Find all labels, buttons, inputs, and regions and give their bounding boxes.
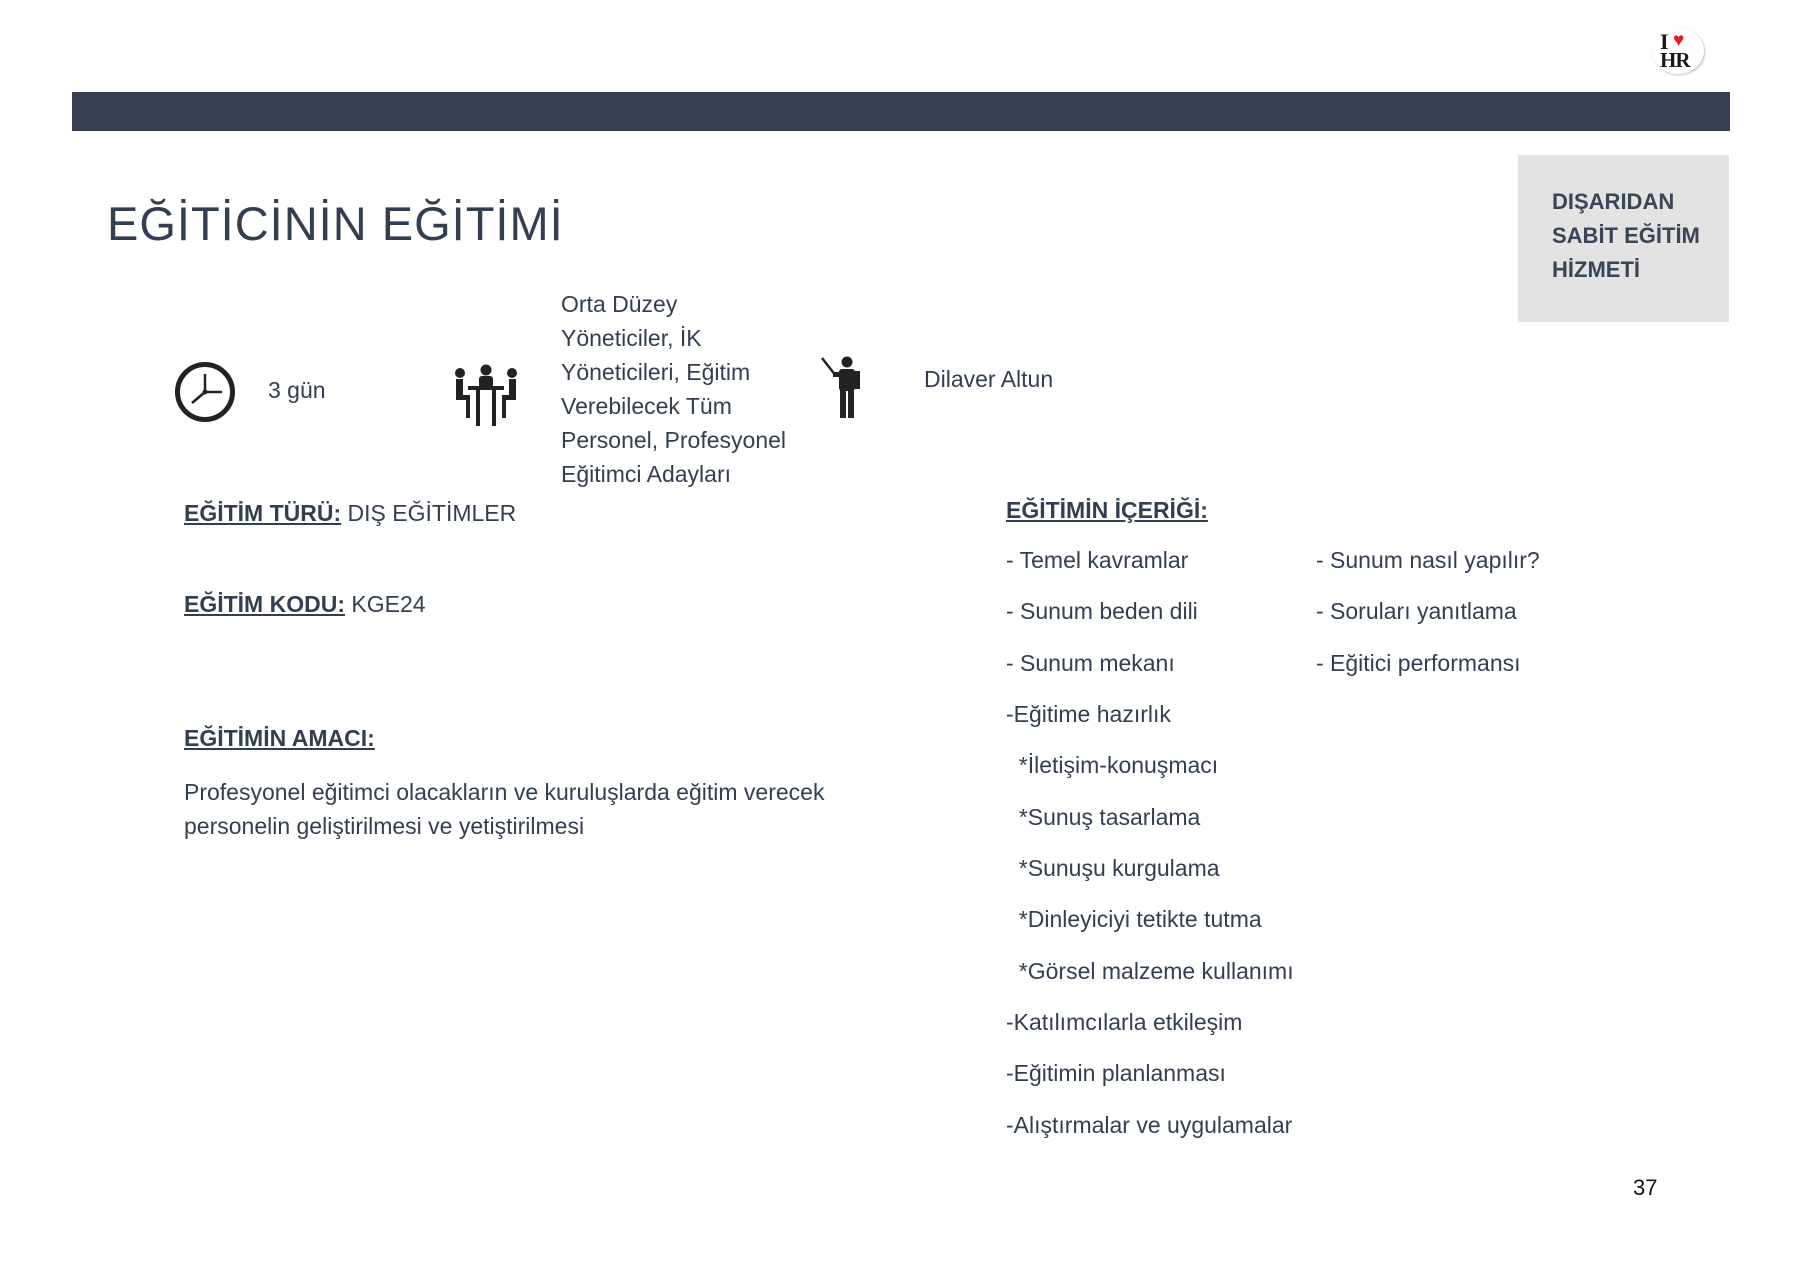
training-code-value: KGE24 bbox=[345, 591, 426, 617]
list-item: -Katılımcılarla etkileşim bbox=[1006, 1009, 1243, 1035]
list-item: - Sunum beden dili bbox=[1006, 598, 1198, 624]
badge-line: DIŞARIDAN bbox=[1552, 189, 1675, 214]
training-type-label: EĞİTİM TÜRÜ: bbox=[184, 500, 342, 526]
audience-line: Personel, Profesyonel bbox=[561, 427, 787, 453]
training-code-label: EĞİTİM KODU: bbox=[184, 591, 345, 617]
trainer-icon bbox=[820, 356, 862, 418]
list-item: - Soruları yanıtlama bbox=[1316, 598, 1517, 624]
logo bbox=[1652, 28, 1704, 74]
list-item: *Sunuşu kurgulama bbox=[1006, 855, 1220, 881]
list-item: -Eğitime hazırlık bbox=[1006, 701, 1171, 727]
heart-icon: ♥ bbox=[1673, 30, 1685, 51]
audience-line: Yöneticileri, Eğitim bbox=[561, 359, 751, 385]
content-label: EĞİTİMİN İÇERİĞİ: bbox=[1006, 497, 1208, 523]
service-badge bbox=[1518, 155, 1729, 322]
list-item: *Sunuş tasarlama bbox=[1006, 804, 1201, 830]
clock-icon bbox=[174, 361, 236, 423]
page-title: EĞİTİCİNİN EĞİTİMİ bbox=[107, 197, 564, 250]
purpose-label: EĞİTİMİN AMACI: bbox=[184, 725, 375, 751]
list-item: - Eğitici performansı bbox=[1316, 650, 1521, 676]
audience-line: Orta Düzey bbox=[561, 291, 678, 317]
logo-letters-hr: HR bbox=[1660, 48, 1690, 72]
list-item: - Sunum nasıl yapılır? bbox=[1316, 547, 1540, 573]
purpose-line: Profesyonel eğitimci olacakların ve kuruluşlarda eğitim verecek bbox=[184, 779, 825, 805]
list-item: -Eğitimin planlanması bbox=[1006, 1060, 1226, 1086]
list-item: *Dinleyiciyi tetikte tutma bbox=[1006, 906, 1262, 932]
trainer-name: Dilaver Altun bbox=[924, 366, 1054, 392]
audience-text bbox=[561, 287, 793, 491]
audience-line: Verebilecek Tüm bbox=[561, 393, 732, 419]
page-number: 37 bbox=[1633, 1175, 1658, 1200]
list-item: - Temel kavramlar bbox=[1006, 547, 1189, 573]
purpose-line: personelin geliştirilmesi ve yetiştirilmesi bbox=[184, 813, 585, 839]
badge-line: HİZMETİ bbox=[1552, 257, 1640, 282]
list-item: -Alıştırmalar ve uygulamalar bbox=[1006, 1112, 1293, 1138]
header-bar bbox=[72, 92, 1730, 131]
audience-line: Yöneticiler, İK bbox=[561, 325, 702, 351]
training-type-value: DIŞ EĞİTİMLER bbox=[341, 500, 517, 526]
training-code bbox=[184, 591, 426, 618]
meeting-icon bbox=[454, 364, 518, 426]
list-item: - Sunum mekanı bbox=[1006, 650, 1175, 676]
duration-value: 3 gün bbox=[268, 377, 326, 403]
audience-line: Eğitimci Adayları bbox=[561, 461, 732, 487]
training-type bbox=[184, 500, 516, 527]
logo-letter-i: I bbox=[1660, 29, 1669, 54]
list-item: *İletişim-konuşmacı bbox=[1006, 752, 1219, 778]
list-item: *Görsel malzeme kullanımı bbox=[1006, 958, 1294, 984]
badge-line: SABİT EĞİTİM bbox=[1552, 223, 1700, 248]
purpose-text bbox=[184, 775, 884, 843]
